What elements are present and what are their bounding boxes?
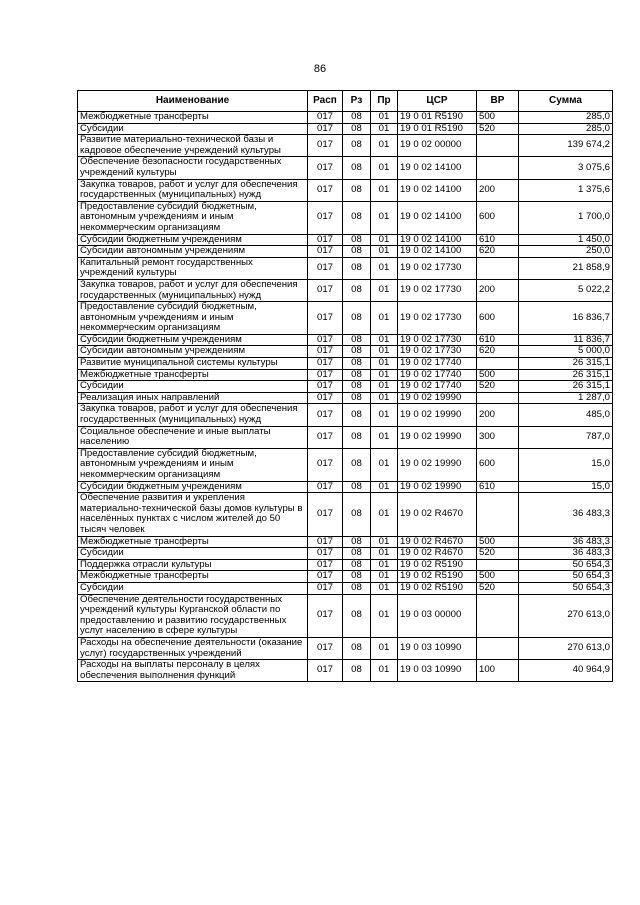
cell-rasp: 017 [308, 392, 343, 404]
table-row [78, 302, 613, 335]
cell-rz: 08 [343, 548, 371, 560]
table-header-row [78, 91, 613, 112]
cell-name: Расходы на выплаты персоналу в целях обеспечения выполнения функций [78, 660, 308, 682]
cell-sum: 26 315,1 [519, 381, 613, 393]
cell-sum: 50 654,3 [519, 582, 613, 594]
cell-rz: 08 [343, 334, 371, 346]
cell-rz: 08 [343, 358, 371, 370]
header-rz: Рз [343, 91, 371, 112]
cell-rz: 08 [343, 346, 371, 358]
cell-pr: 01 [371, 257, 398, 279]
cell-rasp: 017 [308, 548, 343, 560]
cell-pr: 01 [371, 135, 398, 157]
cell-rz: 08 [343, 246, 371, 258]
cell-rz: 08 [343, 369, 371, 381]
cell-csr: 19 0 02 R5190 [398, 559, 477, 571]
cell-pr: 01 [371, 559, 398, 571]
cell-rasp: 017 [308, 481, 343, 493]
cell-rz: 08 [343, 381, 371, 393]
cell-rasp: 017 [308, 346, 343, 358]
cell-sum: 285,0 [519, 112, 613, 124]
cell-rasp: 017 [308, 594, 343, 637]
cell-rz: 08 [343, 571, 371, 583]
cell-rasp: 017 [308, 302, 343, 335]
table-row [78, 426, 613, 448]
cell-rasp: 017 [308, 179, 343, 201]
cell-sum: 26 315,1 [519, 369, 613, 381]
table-row [78, 493, 613, 536]
cell-rz: 08 [343, 493, 371, 536]
cell-rasp: 017 [308, 112, 343, 124]
cell-pr: 01 [371, 279, 398, 301]
cell-csr: 19 0 02 R5190 [398, 582, 477, 594]
cell-pr: 01 [371, 493, 398, 536]
cell-csr: 19 0 02 17730 [398, 334, 477, 346]
cell-name: Субсидии [78, 123, 308, 135]
cell-pr: 01 [371, 571, 398, 583]
cell-csr: 19 0 02 R4670 [398, 548, 477, 560]
cell-rz: 08 [343, 660, 371, 682]
table-row [78, 135, 613, 157]
cell-name: Субсидии автономным учреждениям [78, 246, 308, 258]
cell-csr: 19 0 02 17730 [398, 346, 477, 358]
cell-sum: 15,0 [519, 481, 613, 493]
cell-vr [477, 637, 519, 659]
cell-name: Межбюджетные трансферты [78, 112, 308, 124]
cell-rz: 08 [343, 448, 371, 481]
table-row [78, 559, 613, 571]
cell-rz: 08 [343, 302, 371, 335]
cell-name: Межбюджетные трансферты [78, 536, 308, 548]
cell-rasp: 017 [308, 404, 343, 426]
cell-rz: 08 [343, 637, 371, 659]
cell-name: Социальное обеспечение и иные выплаты населению [78, 426, 308, 448]
cell-sum: 5 000,0 [519, 346, 613, 358]
cell-csr: 19 0 02 17740 [398, 369, 477, 381]
page-number: 86 [313, 63, 327, 75]
cell-csr: 19 0 02 19990 [398, 404, 477, 426]
cell-name: Субсидии бюджетным учреждениям [78, 481, 308, 493]
cell-pr: 01 [371, 637, 398, 659]
cell-vr: 520 [477, 582, 519, 594]
cell-vr: 520 [477, 123, 519, 135]
cell-vr: 520 [477, 548, 519, 560]
cell-rz: 08 [343, 157, 371, 179]
cell-vr [477, 135, 519, 157]
cell-rasp: 017 [308, 135, 343, 157]
cell-pr: 01 [371, 302, 398, 335]
table-row [78, 346, 613, 358]
cell-csr: 19 0 02 14100 [398, 157, 477, 179]
cell-sum: 485,0 [519, 404, 613, 426]
cell-rz: 08 [343, 481, 371, 493]
cell-sum: 26 315,1 [519, 358, 613, 370]
cell-pr: 01 [371, 157, 398, 179]
cell-vr: 200 [477, 404, 519, 426]
cell-vr: 500 [477, 536, 519, 548]
cell-pr: 01 [371, 112, 398, 124]
cell-csr: 19 0 02 14100 [398, 234, 477, 246]
cell-pr: 01 [371, 246, 398, 258]
table-row [78, 112, 613, 124]
cell-csr: 19 0 03 10990 [398, 637, 477, 659]
cell-rasp: 017 [308, 369, 343, 381]
table-row [78, 637, 613, 659]
cell-pr: 01 [371, 334, 398, 346]
cell-rz: 08 [343, 112, 371, 124]
cell-vr: 600 [477, 448, 519, 481]
cell-name: Закупка товаров, работ и услуг для обеспечения государственных (муниципальных) нужд [78, 279, 308, 301]
cell-pr: 01 [371, 426, 398, 448]
cell-rasp: 017 [308, 559, 343, 571]
header-rasp: Расп [308, 91, 343, 112]
cell-name: Закупка товаров, работ и услуг для обеспечения государственных (муниципальных) нужд [78, 404, 308, 426]
cell-rasp: 017 [308, 493, 343, 536]
cell-csr: 19 0 02 14100 [398, 179, 477, 201]
cell-vr [477, 392, 519, 404]
cell-vr [477, 157, 519, 179]
cell-vr [477, 559, 519, 571]
cell-pr: 01 [371, 594, 398, 637]
cell-name: Межбюджетные трансферты [78, 369, 308, 381]
table-row [78, 582, 613, 594]
cell-name: Предоставление субсидий бюджетным, автономным учреждениям и иным некоммерческим организациям [78, 201, 308, 234]
table-row [78, 369, 613, 381]
cell-vr: 500 [477, 571, 519, 583]
table-row [78, 548, 613, 560]
cell-pr: 01 [371, 660, 398, 682]
table-row [78, 381, 613, 393]
cell-rz: 08 [343, 135, 371, 157]
cell-vr [477, 257, 519, 279]
cell-rasp: 017 [308, 448, 343, 481]
cell-pr: 01 [371, 536, 398, 548]
cell-csr: 19 0 02 19990 [398, 426, 477, 448]
cell-rz: 08 [343, 404, 371, 426]
cell-sum: 36 483,3 [519, 493, 613, 536]
cell-vr: 600 [477, 201, 519, 234]
cell-vr [477, 594, 519, 637]
cell-vr: 200 [477, 179, 519, 201]
table-row [78, 179, 613, 201]
cell-vr: 500 [477, 369, 519, 381]
cell-sum: 1 700,0 [519, 201, 613, 234]
cell-rz: 08 [343, 582, 371, 594]
cell-name: Поддержка отрасли культуры [78, 559, 308, 571]
cell-rasp: 017 [308, 201, 343, 234]
cell-name: Капитальный ремонт государственных учреждений культуры [78, 257, 308, 279]
cell-name: Обеспечение деятельности государственных учреждений культуры Курганской области по предоставлению и развитию государственных услуг населению в сфере культуры [78, 594, 308, 637]
cell-vr: 610 [477, 334, 519, 346]
cell-sum: 16 836,7 [519, 302, 613, 335]
cell-pr: 01 [371, 404, 398, 426]
cell-name: Субсидии бюджетным учреждениям [78, 234, 308, 246]
cell-sum: 787,0 [519, 426, 613, 448]
cell-pr: 01 [371, 481, 398, 493]
cell-vr: 100 [477, 660, 519, 682]
cell-csr: 19 0 02 14100 [398, 246, 477, 258]
cell-rz: 08 [343, 426, 371, 448]
cell-rz: 08 [343, 257, 371, 279]
cell-vr [477, 493, 519, 536]
cell-rasp: 017 [308, 246, 343, 258]
cell-sum: 1 375,6 [519, 179, 613, 201]
cell-name: Субсидии [78, 582, 308, 594]
cell-sum: 50 654,3 [519, 571, 613, 583]
cell-rasp: 017 [308, 426, 343, 448]
cell-csr: 19 0 01 R5190 [398, 112, 477, 124]
cell-rasp: 017 [308, 279, 343, 301]
table-row [78, 201, 613, 234]
cell-vr: 600 [477, 302, 519, 335]
cell-name: Развитие материально-технической базы и кадровое обеспечение учреждений культуры [78, 135, 308, 157]
cell-rz: 08 [343, 536, 371, 548]
table-row [78, 536, 613, 548]
cell-pr: 01 [371, 548, 398, 560]
cell-rz: 08 [343, 201, 371, 234]
cell-sum: 5 022,2 [519, 279, 613, 301]
cell-sum: 21 858,9 [519, 257, 613, 279]
cell-csr: 19 0 03 00000 [398, 594, 477, 637]
cell-name: Межбюджетные трансферты [78, 571, 308, 583]
header-vr: ВР [477, 91, 519, 112]
table-row [78, 404, 613, 426]
cell-rasp: 017 [308, 157, 343, 179]
cell-csr: 19 0 02 19990 [398, 392, 477, 404]
cell-rasp: 017 [308, 334, 343, 346]
cell-vr [477, 358, 519, 370]
cell-sum: 250,0 [519, 246, 613, 258]
cell-csr: 19 0 02 R4670 [398, 536, 477, 548]
cell-pr: 01 [371, 358, 398, 370]
cell-pr: 01 [371, 582, 398, 594]
cell-pr: 01 [371, 369, 398, 381]
cell-rasp: 017 [308, 381, 343, 393]
cell-pr: 01 [371, 201, 398, 234]
cell-pr: 01 [371, 381, 398, 393]
cell-pr: 01 [371, 392, 398, 404]
cell-sum: 36 483,3 [519, 536, 613, 548]
table-row [78, 234, 613, 246]
cell-pr: 01 [371, 346, 398, 358]
cell-sum: 270 613,0 [519, 594, 613, 637]
cell-sum: 11 836,7 [519, 334, 613, 346]
cell-name: Предоставление субсидий бюджетным, автономным учреждениям и иным некоммерческим организациям [78, 302, 308, 335]
cell-vr: 500 [477, 112, 519, 124]
header-name: Наименование [78, 91, 308, 112]
cell-name: Субсидии [78, 381, 308, 393]
cell-rasp: 017 [308, 358, 343, 370]
cell-csr: 19 0 02 R5190 [398, 571, 477, 583]
cell-rz: 08 [343, 179, 371, 201]
cell-csr: 19 0 02 19990 [398, 481, 477, 493]
cell-csr: 19 0 02 17730 [398, 257, 477, 279]
cell-vr: 200 [477, 279, 519, 301]
cell-csr: 19 0 02 17740 [398, 381, 477, 393]
cell-csr: 19 0 02 14100 [398, 201, 477, 234]
cell-name: Обеспечение безопасности государственных учреждений культуры [78, 157, 308, 179]
cell-sum: 36 483,3 [519, 548, 613, 560]
cell-csr: 19 0 02 17730 [398, 302, 477, 335]
cell-rasp: 017 [308, 234, 343, 246]
cell-pr: 01 [371, 123, 398, 135]
cell-pr: 01 [371, 448, 398, 481]
table-row [78, 594, 613, 637]
cell-csr: 19 0 02 R4670 [398, 493, 477, 536]
cell-name: Развитие муниципальной системы культуры [78, 358, 308, 370]
cell-sum: 1 287,0 [519, 392, 613, 404]
cell-sum: 270 613,0 [519, 637, 613, 659]
cell-name: Реализация иных направлений [78, 392, 308, 404]
cell-rasp: 017 [308, 582, 343, 594]
cell-rz: 08 [343, 234, 371, 246]
cell-csr: 19 0 02 17730 [398, 279, 477, 301]
cell-name: Расходы на обеспечение деятельности (оказание услуг) государственных учреждений [78, 637, 308, 659]
cell-rasp: 017 [308, 123, 343, 135]
header-sum: Сумма [519, 91, 613, 112]
cell-csr: 19 0 02 17740 [398, 358, 477, 370]
cell-rasp: 017 [308, 637, 343, 659]
cell-rz: 08 [343, 123, 371, 135]
table-row [78, 660, 613, 682]
cell-pr: 01 [371, 179, 398, 201]
cell-vr: 610 [477, 234, 519, 246]
cell-name: Субсидии бюджетным учреждениям [78, 334, 308, 346]
cell-sum: 1 450,0 [519, 234, 613, 246]
table-row [78, 246, 613, 258]
cell-rasp: 017 [308, 660, 343, 682]
cell-name: Субсидии [78, 548, 308, 560]
cell-rasp: 017 [308, 536, 343, 548]
cell-rz: 08 [343, 594, 371, 637]
budget-table [77, 90, 613, 682]
cell-name: Предоставление субсидий бюджетным, автономным учреждениям и иным некоммерческим организациям [78, 448, 308, 481]
cell-rasp: 017 [308, 257, 343, 279]
table-row [78, 358, 613, 370]
header-pr: Пр [371, 91, 398, 112]
table-row [78, 571, 613, 583]
cell-rz: 08 [343, 559, 371, 571]
cell-rasp: 017 [308, 571, 343, 583]
cell-sum: 50 654,3 [519, 559, 613, 571]
cell-name: Закупка товаров, работ и услуг для обеспечения государственных (муниципальных) нужд [78, 179, 308, 201]
cell-name: Субсидии автономным учреждениям [78, 346, 308, 358]
cell-sum: 139 674,2 [519, 135, 613, 157]
table-row [78, 257, 613, 279]
cell-sum: 40 964,9 [519, 660, 613, 682]
table-row [78, 123, 613, 135]
cell-csr: 19 0 02 00000 [398, 135, 477, 157]
cell-rz: 08 [343, 392, 371, 404]
table-row [78, 392, 613, 404]
cell-vr: 610 [477, 481, 519, 493]
cell-csr: 19 0 01 R5190 [398, 123, 477, 135]
cell-vr: 620 [477, 246, 519, 258]
cell-pr: 01 [371, 234, 398, 246]
cell-name: Обеспечение развития и укрепления материально-технической базы домов культуры в населённых пунктах с числом жителей до 50 тысяч человек [78, 493, 308, 536]
header-csr: ЦСР [398, 91, 477, 112]
cell-rz: 08 [343, 279, 371, 301]
table-row [78, 157, 613, 179]
cell-csr: 19 0 02 19990 [398, 448, 477, 481]
table-row [78, 279, 613, 301]
cell-vr: 300 [477, 426, 519, 448]
table-row [78, 481, 613, 493]
table-row [78, 448, 613, 481]
cell-vr: 520 [477, 381, 519, 393]
cell-csr: 19 0 03 10990 [398, 660, 477, 682]
cell-sum: 285,0 [519, 123, 613, 135]
cell-sum: 15,0 [519, 448, 613, 481]
table-row [78, 334, 613, 346]
cell-sum: 3 075,6 [519, 157, 613, 179]
cell-vr: 620 [477, 346, 519, 358]
